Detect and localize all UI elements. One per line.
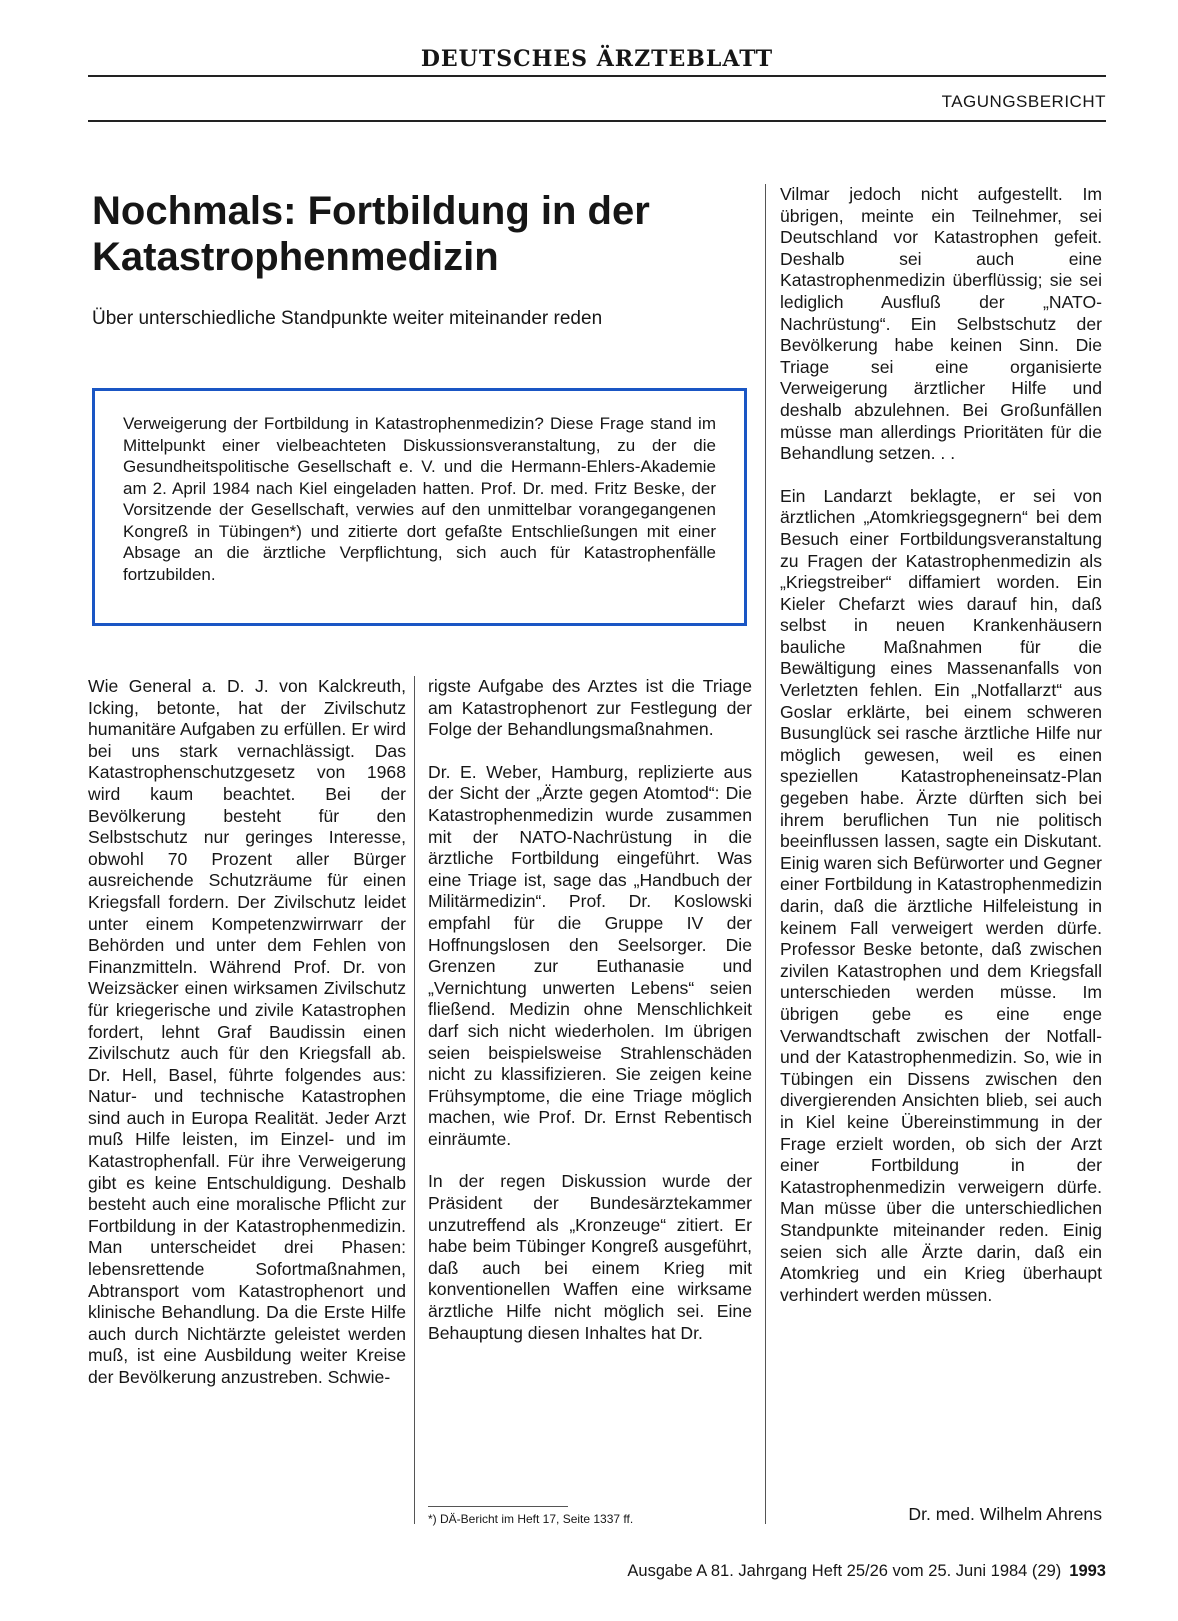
column-divider	[765, 184, 766, 1524]
summary-text: Verweigerung der Fortbildung in Katastrophenmedizin? Diese Frage stand im Mittelpunkt einer vielbeachteten Diskussionsveranstaltung, zu der die Gesundheitspolitische Gesellschaft e. V. und die Hermann-Ehlers-Akademie am 2. April 1984 nach Kiel eingeladen hatten. Prof. Dr. med. Fritz Beske, der Vorsitzende der Gesellschaft, verwies auf den unmittelbar vorangegangenen Kongreß in Tübingen*) und zitierte dort gefaßte Entschließungen mit einer Absage an die ärztliche Verpflichtung, sich auch für Katastrophenfälle fortzubilden.	[123, 414, 716, 584]
footnote: *) DÄ-Bericht im Heft 17, Seite 1337 ff.	[428, 1512, 634, 1526]
article-title: Nochmals: Fortbildung in der Katastrophenmedizin	[92, 189, 650, 279]
masthead: DEUTSCHES ÄRZTEBLATT	[420, 46, 774, 72]
footnote-rule	[428, 1506, 568, 1507]
paragraph: In der regen Diskussion wurde der Präsident der Bundesärztekammer unzutreffend als „Kronzeuge“ zitiert. Er habe beim Tübinger Kongreß ausgeführt, daß auch bei einem Krieg mit konventionellen Waffen eine wirksame ärztliche Hilfe nicht möglich sei. Eine Behauptung diesen Inhaltes hat Dr.	[428, 1171, 752, 1343]
issue-info: Ausgabe A 81. Jahrgang Heft 25/26 vom 25. Juni 1984 (29)	[627, 1562, 1062, 1580]
paragraph: Ein Landarzt beklagte, er sei von ärztlichen „Atomkriegsgegnern“ bei dem Besuch einer Fortbildungsveranstaltung zu Fragen der Katastrophenmedizin als „Kriegstreiber“ diffamiert worden. Ein Kieler Chefarzt wies darauf hin, daß selbst in neuen Krankenhäusern bauliche Maßnahmen für die Bewältigung eines Massenanfalls von Verletzten fehlen. Ein „Notfallarzt“ aus Goslar erklärte, bei einem schweren Busunglück sei rasche ärztliche Hilfe nur möglich gewesen, weil es einen speziellen Katastropheneinsatz-Plan gegeben habe. Ärzte dürften sich bei ihrem beruflichen Tun nie politisch beeinflussen lassen, sagte ein Diskutant. Einig waren sich Befürworter und Gegner einer Fortbildung in Katastrophenmedizin darin, daß die ärztliche Hilfeleistung in keinem Fall verweigert werden dürfe. Professor Beske betonte, daß zwischen zivilen Katastrophen und dem Kriegsfall unterschieden werden müsse. Im übrigen gebe es eine enge Verwandtschaft zwischen der Notfall- und der Katastrophenmedizin. So, wie in Tübingen ein Dissens zwischen den divergierenden Ansichten blieb, sei auch in Kiel keine Übereinstimmung in der Frage erzielt worden, ob sich der Arzt einer Fortbildung in der Katastrophenmedizin verweigern dürfe. Man müsse über die unterschiedlichen Standpunkte miteinander reden. Einig seien sich alle Ärzte darin, daß ein Atomkrieg und ein Krieg überhaupt verhindert werden müssen.	[780, 485, 1102, 1305]
section-label: TAGUNGSBERICHT	[941, 92, 1106, 111]
column-2	[428, 676, 752, 1344]
page-footer	[627, 1562, 1106, 1581]
section-rule	[88, 120, 1106, 122]
column-3	[780, 184, 1102, 1306]
author-signature: Dr. med. Wilhelm Ahrens	[908, 1504, 1102, 1524]
column-1	[88, 676, 406, 1389]
paragraph: rigste Aufgabe des Arztes ist die Triage am Katastrophenort zur Festlegung der Folge der Behandlungsmaßnahmen.	[428, 676, 752, 740]
article-subtitle: Über unterschiedliche Standpunkte weiter miteinander reden	[92, 308, 603, 329]
masthead-rule	[88, 75, 1106, 77]
page-number: 1993	[1069, 1562, 1106, 1580]
column-divider	[414, 676, 415, 1524]
summary-box	[92, 388, 747, 626]
paragraph: Wie General a. D. J. von Kalckreuth, Icking, betonte, hat der Zivilschutz humanitäre Aufgaben zu erfüllen. Er wird bei uns stark vernachlässigt. Das Katastrophenschutzgesetz von 1968 wird kaum beachtet. Bei der Bevölkerung besteht für den Selbstschutz nur geringes Interesse, obwohl 70 Prozent aller Bürger ausreichende Schutzräume für einen Kriegsfall fordern. Der Zivilschutz leidet unter einem Kompetenzwirrwarr der Behörden und unter dem Fehlen von Finanzmitteln. Während Prof. Dr. von Weizsäcker einen wirksamen Zivilschutz für kriegerische und zivile Katastrophen fordert, lehnt Graf Baudissin einen Zivilschutz auch für den Kriegsfall ab. Dr. Hell, Basel, führte folgendes aus: Natur- und technische Katastrophen sind auch in Europa Realität. Jeder Arzt muß Hilfe leisten, im Einzel- und im Katastrophenfall. Für ihre Verweigerung gibt es keine Entschuldigung. Deshalb besteht auch eine moralische Pflicht zur Fortbildung in der Katastrophenmedizin. Man unterscheidet drei Phasen: lebensrettende Sofortmaßnahmen, Abtransport vom Katastrophenort und klinische Behandlung. Da die Erste Hilfe auch durch Nichtärzte geleistet werden muß, ist eine Ausbildung weiter Kreise der Bevölkerung anzustreben. Schwie-	[88, 676, 406, 1387]
paragraph: Dr. E. Weber, Hamburg, replizierte aus der Sicht der „Ärzte gegen Atomtod“: Die Katastrophenmedizin wurde zusammen mit der NATO-Nachrüstung in die ärztliche Fortbildung eingeführt. Was eine Triage ist, sage das „Handbuch der Militärmedizin“. Prof. Dr. Koslowski empfahl für die Gruppe IV der Hoffnungslosen den Seelsorger. Die Grenzen zur Euthanasie und „Vernichtung unwerten Lebens“ seien fließend. Medizin ohne Menschlichkeit darf sich nicht wiederholen. Im übrigen seien beispielsweise Strahlenschäden nicht zu klassifizieren. Sie zeigen keine Frühsymptome, die eine Triage möglich machen, wie Prof. Dr. Ernst Rebentisch einräumte.	[428, 761, 752, 1149]
paragraph: Vilmar jedoch nicht aufgestellt. Im übrigen, meinte ein Teilnehmer, sei Deutschland vor Katastrophen gefeit. Deshalb sei auch eine Katastrophenmedizin überflüssig; sie sei lediglich Ausfluß der „NATO-Nachrüstung“. Ein Selbstschutz der Bevölkerung habe keinen Sinn. Die Triage sei eine organisierte Verweigerung ärztlicher Hilfe und deshalb abzulehnen. Bei Großunfällen müsse man allerdings Prioritäten für die Behandlung setzen. . .	[780, 184, 1102, 464]
